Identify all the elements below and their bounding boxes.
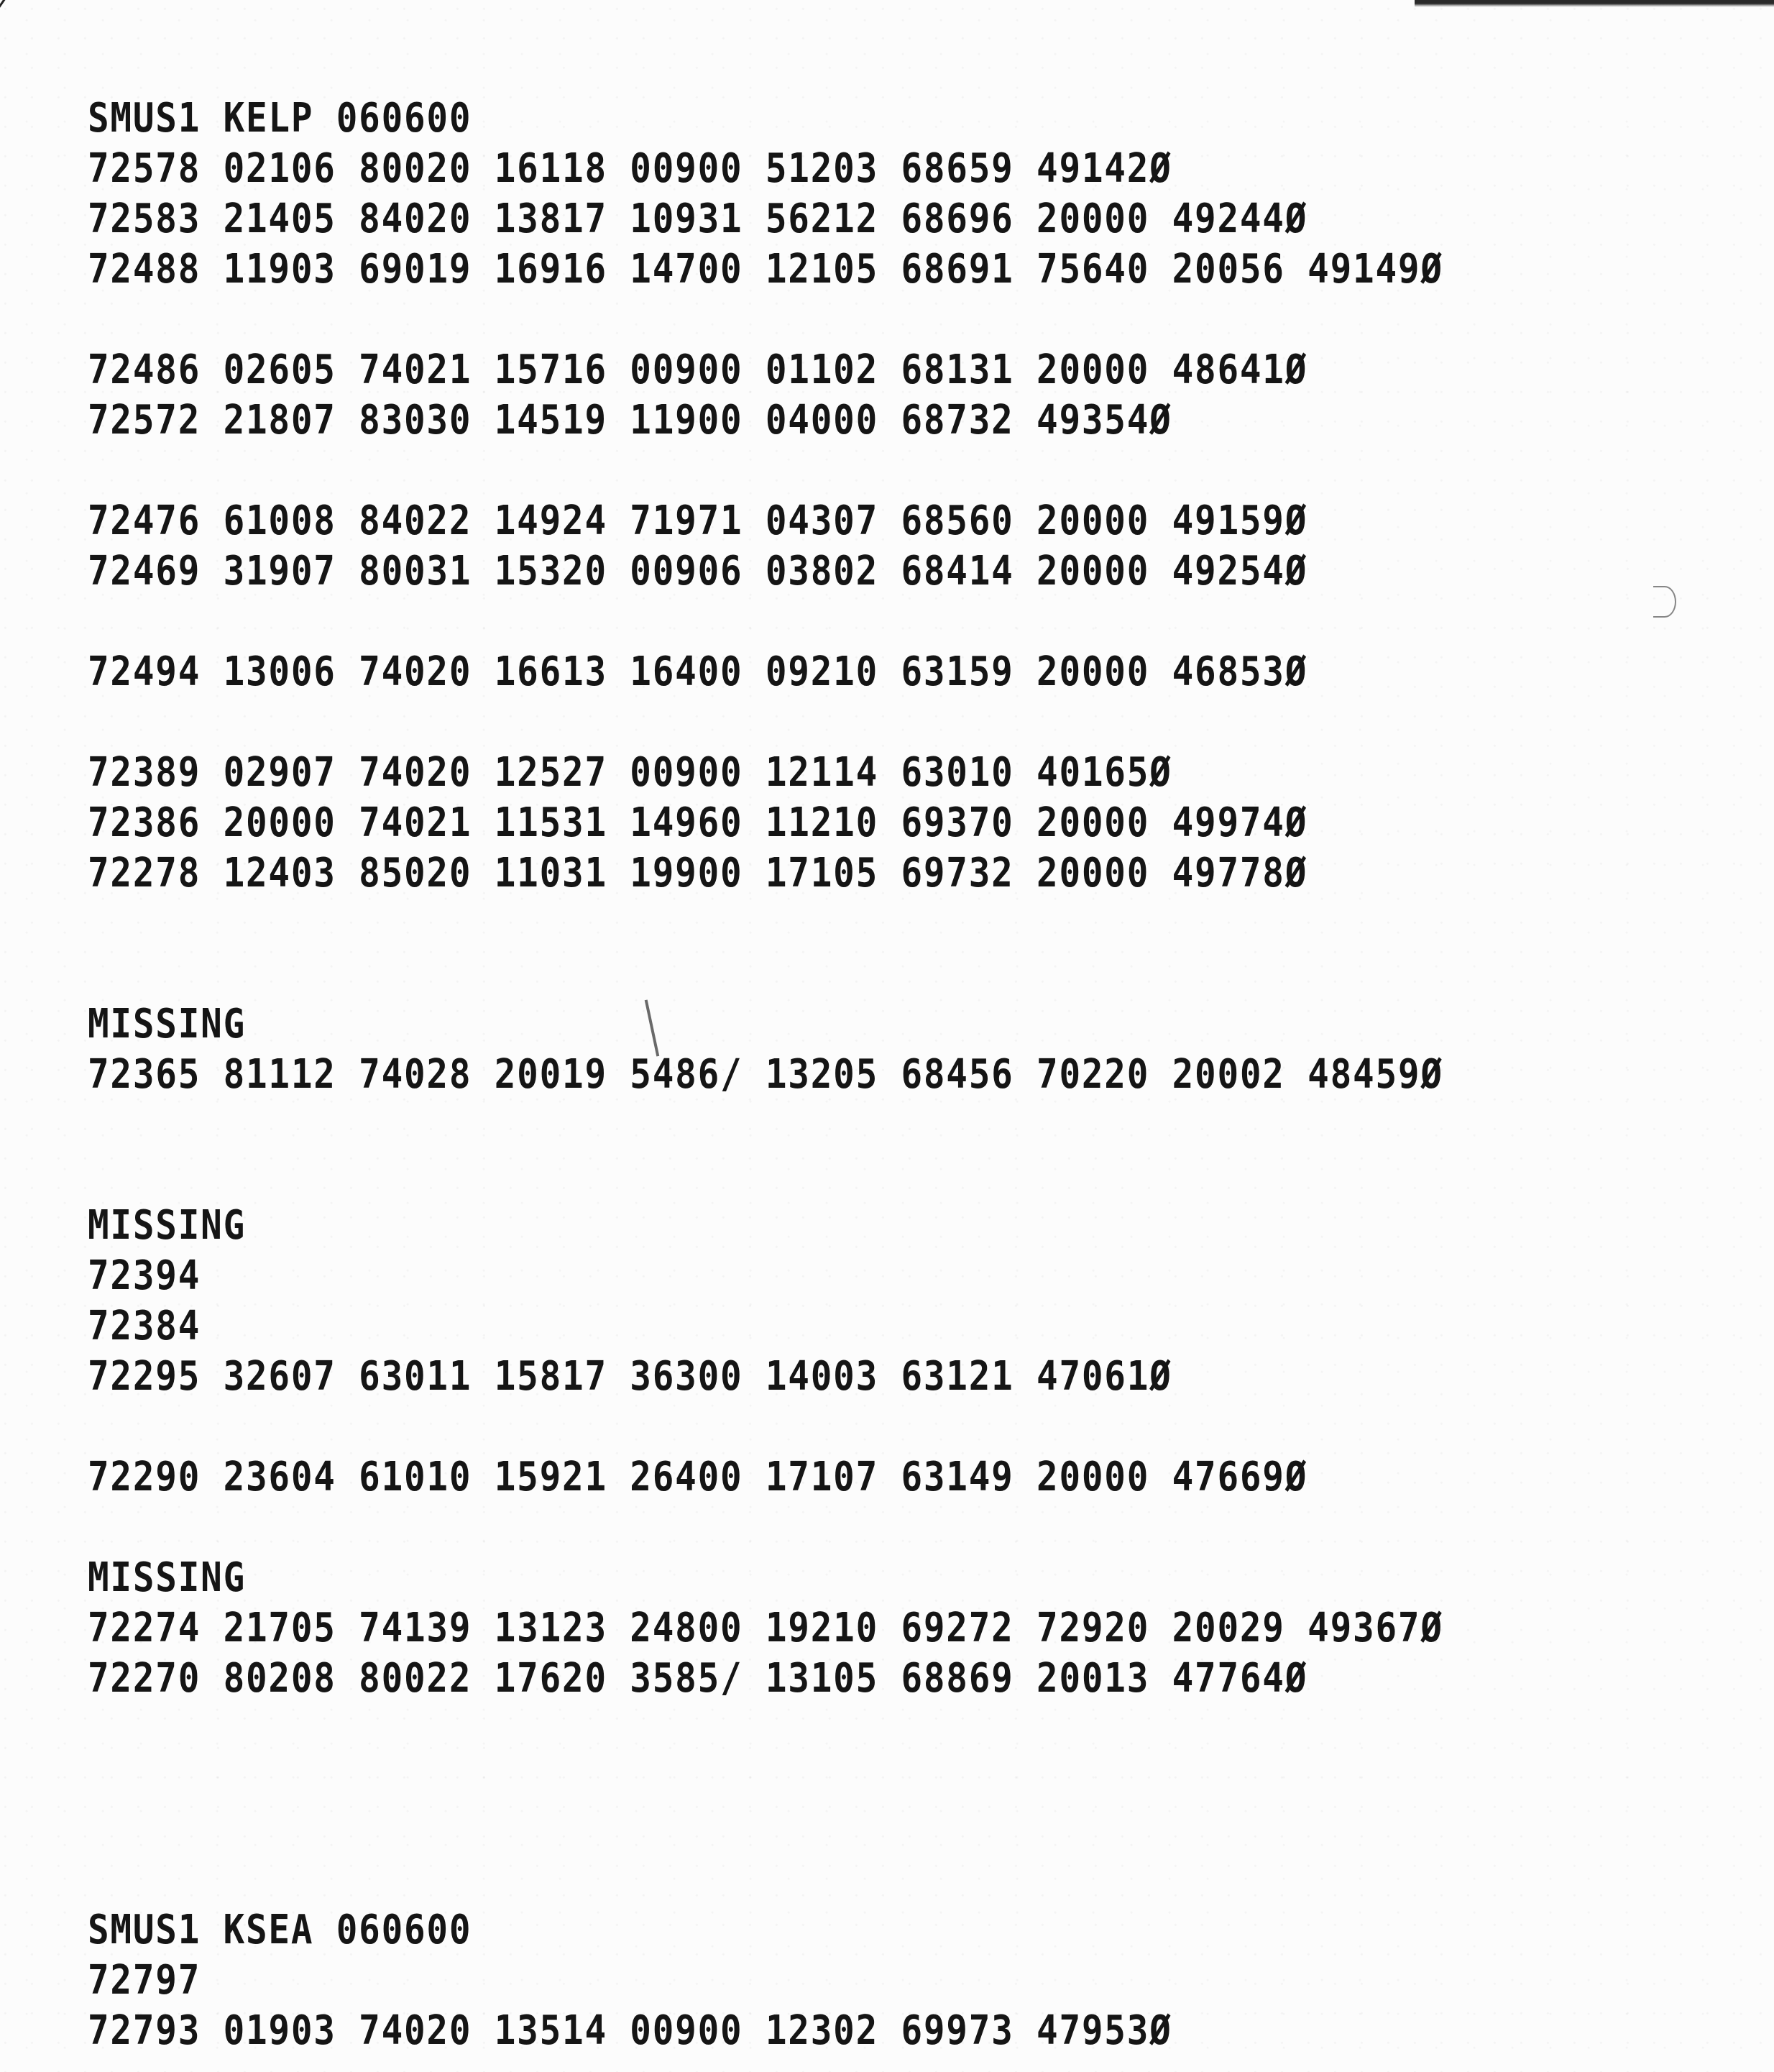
observation-line: 72488 11903 69019 16916 14700 12105 68691 75640 20056 49149Ø [88, 246, 1443, 293]
observation-line: 72583 21405 84020 13817 10931 56212 68696 20000 49244Ø [88, 196, 1308, 242]
observation-line: 72274 21705 74139 13123 24800 19210 69272 72920 20029 49367Ø [88, 1605, 1443, 1651]
station-id-line: 72797 [88, 1957, 201, 2004]
observation-line: 72278 12403 85020 11031 19900 17105 69732 20000 49778Ø [88, 850, 1308, 897]
bulletin-header: SMUS1 KELP 060600 [88, 95, 472, 142]
observation-line: 72290 23604 61010 15921 26400 17107 63149 20000 47669Ø [88, 1454, 1308, 1500]
station-id-line: 72384 [88, 1303, 201, 1349]
observation-line: 72386 20000 74021 11531 14960 11210 69370 20000 49974Ø [88, 799, 1308, 846]
missing-label: MISSING [88, 1202, 247, 1249]
observation-line: 72469 31907 80031 15320 00906 03802 68414 20000 49254Ø [88, 548, 1308, 595]
station-id-line: 72394 [88, 1252, 201, 1299]
top-edge-rule [1415, 0, 1774, 7]
teletype-report [88, 93, 1669, 2056]
observation-line: 72793 01903 74020 13514 00900 12302 69973 47953Ø [88, 2007, 1172, 2054]
bulletin-header: SMUS1 KSEA 060600 [88, 1907, 472, 1953]
observation-line: 72486 02605 74021 15716 00900 01102 68131 20000 48641Ø [88, 347, 1308, 393]
observation-line: 72295 32607 63011 15817 36300 14003 63121 47061Ø [88, 1353, 1172, 1400]
observation-line: 72270 80208 80022 17620 3585/ 13105 68869 20013 47764Ø [88, 1655, 1308, 1702]
observation-line: 72389 02907 74020 12527 00900 12114 63010 40165Ø [88, 749, 1172, 796]
observation-line: 72365 81112 74028 20019 5486/ 13205 68456 70220 20002 48459Ø [88, 1051, 1443, 1098]
missing-label: MISSING [88, 1001, 247, 1048]
missing-label: MISSING [88, 1554, 247, 1601]
corner-pen-mark [0, 0, 12, 14]
observation-line: 72476 61008 84022 14924 71971 04307 68560 20000 49159Ø [88, 498, 1308, 544]
observation-line: 72494 13006 74020 16613 16400 09210 63159 20000 46853Ø [88, 648, 1308, 695]
observation-line: 72572 21807 83030 14519 11900 04000 68732 49354Ø [88, 397, 1172, 444]
observation-line: 72578 02106 80020 16118 00900 51203 68659 49142Ø [88, 145, 1172, 192]
